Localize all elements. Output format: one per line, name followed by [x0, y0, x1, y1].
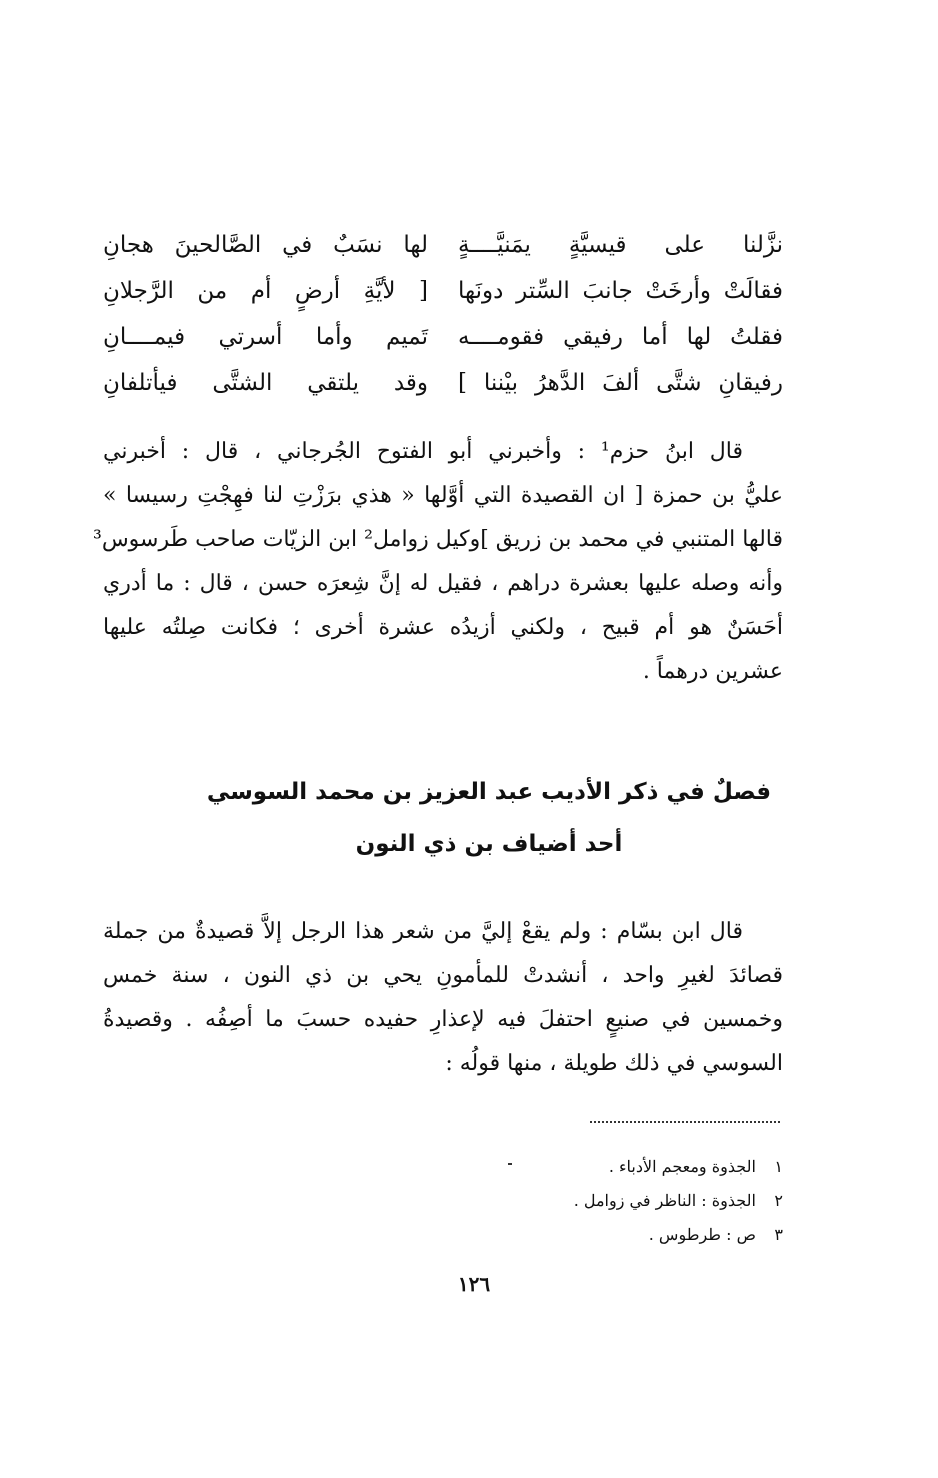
- footnotes: [383, 1150, 783, 1252]
- poem-verse: [103, 222, 783, 268]
- footnote-text: الجذوة : الناظر في زوامل .: [573, 1191, 756, 1210]
- verse-second-hemistich: لها نسَبٌ في الصَّالحينَ هجانِ: [103, 232, 428, 258]
- verse-first-hemistich: فقالَتْ وأرخَتْ جانبَ السِّتر دونَها: [458, 278, 783, 304]
- footnote-number: ٢: [774, 1191, 783, 1210]
- paragraph-line: قال ابن بسّام : ولم يقعْ إليَّ من شعر هذا الرجل إلاَّ قصيدةٌ من جملة: [103, 919, 743, 944]
- paragraph-line: قصائدَ لغيرِ واحد ، أنشدتْ للمأمونِ يحي بن ذي النون ، سنة خمس: [103, 963, 783, 988]
- footnote-text: ص : طرطوس .: [648, 1225, 756, 1244]
- footnote: [383, 1184, 783, 1218]
- verse-second-hemistich: وقد يلتقي الشتَّى فيأتلفانِ: [103, 370, 428, 396]
- page-number: [0, 1272, 938, 1296]
- paragraph-line: وخمسين في صنيعٍ احتفلَ فيه لإعذارِ حفيده حسبَ ما أصِفُه . وقصيدةُ: [103, 1007, 783, 1032]
- paragraph-line: أحَسَنٌ هو أم قبيح ، ولكني أزيدُه عشرة أخرى ؛ فكانت صِلتُه عليها: [103, 615, 783, 640]
- paragraph-ibn-bassam: [103, 910, 783, 1086]
- paragraph-line: عليُّ بن حمزة [ ان القصيدة التي أوَّلها « هذي برَزْتِ لنا فهِجْتِ رسيسا »: [103, 483, 783, 508]
- verse-first-hemistich: رفيقانِ شتَّى ألفَ الدَّهرُ بيْننا ]: [458, 370, 783, 396]
- paragraph-line: وأنه وصله عليها بعشرة دراهم ، فقيل له إنَّ شِعرَه حسن ، قال : ما أدري: [103, 571, 783, 596]
- footnote: [383, 1150, 783, 1184]
- verse-second-hemistich: تَميم وأما أسرتي فيمــــانِ: [103, 324, 428, 350]
- verse-first-hemistich: فقلتُ لها أما رفيقي فقومــــه: [458, 324, 783, 350]
- section-heading-line: فصلٌ في ذكر الأديب عبد العزيز بن محمد السوسي: [206, 779, 772, 805]
- footnote-divider: [590, 1121, 780, 1123]
- poem-verse: [103, 314, 783, 360]
- poem-verse: [103, 268, 783, 314]
- verse-second-hemistich: [ لأيَّةِ أرضٍ أم من الرَّجلانِ: [103, 278, 428, 304]
- verse-first-hemistich: نزَّلنا على قيسيَّةٍ يمَنيَّــــةٍ: [458, 232, 783, 258]
- paragraph-line: عشرين درهماً .: [642, 659, 783, 684]
- paragraph-line: قال ابنُ حزم¹ : وأخبرني أبو الفتوح الجُرجاني ، قال : أخبرني: [103, 439, 743, 464]
- paragraph-line: السوسي في ذلك طويلة ، منها قولُه :: [445, 1051, 783, 1076]
- paragraph-line: قالها المتنبي في محمد بن زريق ]وكيل زوامل² ابن الزيّات صاحب طَرسوس³: [93, 527, 783, 552]
- footnote-number: ١: [774, 1157, 783, 1176]
- page-number-text: ١٢٦: [457, 1272, 491, 1296]
- section-heading-line: أحد أضياف بن ذي النون: [355, 831, 623, 857]
- poem-verse: [103, 360, 783, 406]
- section-heading: [0, 766, 938, 870]
- footnote: [383, 1218, 783, 1252]
- paragraph-ibn-hazm: [93, 430, 783, 694]
- poem-block: [103, 222, 783, 406]
- footnote-text: الجذوة ومعجم الأدباء .: [608, 1157, 756, 1176]
- footnote-number: ٣: [774, 1225, 783, 1244]
